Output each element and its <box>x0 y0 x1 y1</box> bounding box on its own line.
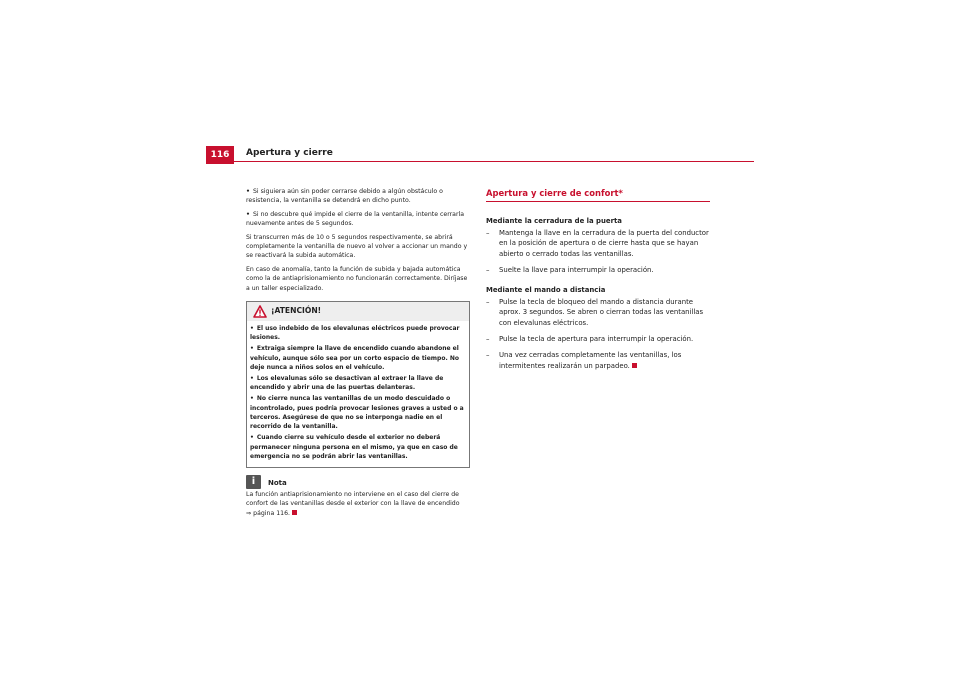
running-title: Apertura y cierre <box>246 148 333 158</box>
note-header <box>246 475 470 490</box>
section-title: Apertura y cierre de confort* <box>486 188 710 202</box>
right-column <box>486 188 710 377</box>
list-item <box>486 228 710 259</box>
bullet: • <box>250 375 254 383</box>
list-item-text: Pulse la tecla de apertura para interrumpir la operación. <box>499 335 694 344</box>
warning-title: ¡ATENCIÓN! <box>271 306 322 316</box>
dash: – <box>486 297 490 306</box>
warning-triangle-icon <box>253 305 267 318</box>
warning-box <box>246 301 470 468</box>
list-item-text: Una vez cerradas completamente las ventanillas, los intermitentes realizarán un parpadeo. <box>499 351 682 370</box>
list-item-text: Suelte la llave para interrumpir la operación. <box>499 266 654 275</box>
paragraph <box>246 210 470 229</box>
page-number: 116 <box>206 146 234 164</box>
bullet: • <box>246 210 250 218</box>
warning-item-text: Extraiga siempre la llave de encendido cuando abandone el vehículo, aunque sólo sea por un corto espacio de tiempo. No deje nunca a niños solos en el vehículo. <box>250 345 459 371</box>
end-mark-icon <box>292 510 297 515</box>
dash: – <box>486 266 490 275</box>
bullet: • <box>250 434 254 442</box>
paragraph <box>246 233 470 261</box>
warning-item <box>247 324 469 342</box>
dash: – <box>486 335 490 344</box>
paragraph-text: En caso de anomalía, tanto la función de subida y bajada automática como la de antiaprisionamiento no funcionarán correctamente. Diríjase a un taller especializado. <box>246 265 468 292</box>
note-body: La función antiaprisionamiento no interviene en el caso del cierre de confort de las ventanillas desde el exterior con la llave de encendido <box>246 490 460 508</box>
warning-item-text: No cierre nunca las ventanillas de un modo descuidado o incontrolado, pues podría provocar lesiones graves a usted o a terceros. Asegúrese de que no se interponga nadie en el recorrido de la ventanilla. <box>250 395 464 431</box>
sub-heading: Mediante la cerradura de la puerta <box>486 217 622 226</box>
warning-item-text: El uso indebido de los elevalunas eléctricos puede provocar lesiones. <box>250 325 460 342</box>
paragraph-text: Si transcurren más de 10 o 5 segundos respectivamente, se abrirá completamente la ventanilla de nuevo al volver a accionar un mando y se reactivará la subida automática. <box>246 233 468 260</box>
paragraph-text: Si no descubre qué impide el cierre de la ventanilla, intente cerrarla nuevamente antes de 5 segundos. <box>246 210 465 228</box>
list-item <box>486 297 710 328</box>
left-column <box>246 187 470 522</box>
warning-item <box>247 433 469 461</box>
paragraph <box>246 187 470 206</box>
warning-item <box>247 344 469 372</box>
dash: – <box>486 351 490 360</box>
list-item <box>486 265 710 275</box>
warning-title-bar <box>247 302 469 321</box>
bullet: • <box>246 188 250 195</box>
note-title: Nota <box>268 478 287 487</box>
sub-heading: Mediante el mando a distancia <box>486 286 606 295</box>
list-item <box>486 334 710 344</box>
warning-item-text: Cuando cierre su vehículo desde el exterior no deberá permanecer ninguna persona en el mismo, ya que en caso de emergencia no se podrán abrir las ventanillas. <box>250 434 458 460</box>
warning-item <box>247 394 469 431</box>
warning-item-text: Los elevalunas sólo se desactivan al extraer la llave de encendido y abrir una de las puertas delanteras. <box>250 375 444 392</box>
dash: – <box>486 228 490 237</box>
note-text <box>246 490 470 518</box>
warning-item <box>247 374 469 392</box>
header-rule <box>206 161 754 162</box>
bullet: • <box>250 345 254 353</box>
paragraph-text: Si siguiera aún sin poder cerrarse debido a algún obstáculo o resistencia, la ventanilla se detendrá en dicho punto. <box>246 188 443 205</box>
paragraph <box>246 265 470 293</box>
page-reference: ⇒ página 116. <box>246 509 290 517</box>
bullet: • <box>250 395 254 403</box>
list-item <box>486 350 710 371</box>
end-mark-icon <box>632 363 637 368</box>
list-item-text: Mantenga la llave en la cerradura de la puerta del conductor en la posición de apertura o de cierre hasta que se hayan abierto o cerrado todas las ventanillas. <box>499 228 709 258</box>
info-icon: i <box>246 475 261 489</box>
list-item-text: Pulse la tecla de bloqueo del mando a distancia durante aprox. 3 segundos. Se abren o cierran todas las ventanillas con elevalunas eléctricos. <box>499 297 704 327</box>
bullet: • <box>250 325 254 333</box>
